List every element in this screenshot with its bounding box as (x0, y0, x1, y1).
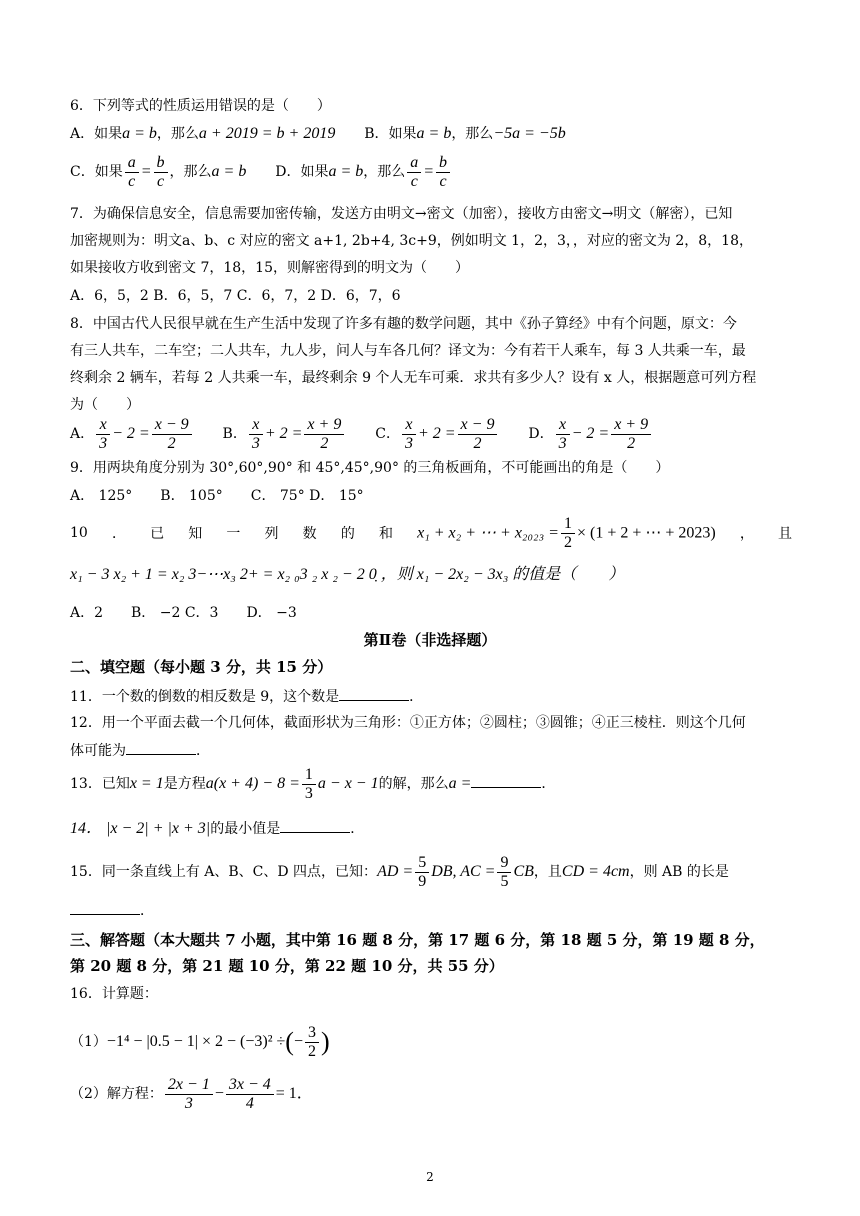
q13-answer-blank[interactable] (471, 773, 541, 788)
q6-b-result: −5a = −5b (493, 125, 566, 142)
q10-word: 且 (778, 526, 792, 542)
q8-line-2: 有三人共车，二车空；二人共车，九人步，问人与车各几何？译文为：今有若干人乘车，每 3 人共乘一车，最 (70, 343, 746, 359)
q6-d-frac-b: $\frac{b}{c}$ (436, 154, 450, 191)
q10-options: A．2 B． −2 C．3 D． −3 (70, 605, 297, 621)
section-3-heading-line-2: 第 20 题 8 分，第 21 题 10 分，第 22 题 10 分，共 55 分） (70, 957, 504, 975)
q6-stem: 6．下列等式的性质运用错误的是（ ） (70, 98, 331, 114)
q10-word: 一 (226, 526, 241, 542)
part-2-title: 第Ⅱ卷（非选择题） (363, 631, 497, 649)
q12-answer-blank[interactable] (126, 740, 196, 755)
q6-b-then: ，那么 (451, 126, 494, 142)
q10-line-2 (70, 565, 624, 585)
q10-word: 知 (188, 526, 203, 542)
section-3-heading-line-1: 三、解答题（本大题共 7 小题，其中第 16 题 8 分，第 17 题 6 分，第 18 题 5 分，第 19 题 8 分， (70, 931, 765, 949)
q14: 14． |x − 2| + |x + 3|的最小值是 ． (70, 820, 365, 837)
q12-line-2: 体可能为 ． (70, 740, 210, 761)
q10-line-1 (70, 512, 792, 554)
q15-answer-line: ． (70, 900, 154, 921)
q6-row2: C．如果 $\frac{a}{c}$ = $\frac{b}{c}$ ，那么a = b D．如果a = b，那么 $\frac{a}{c}$ = $\frac{b}{c}$ (70, 152, 452, 192)
section-2-heading: 二、填空题（每小题 3 分，共 15 分） (70, 658, 333, 676)
q9-stem: 9．用两块角度分别为 30°,60°,90° 和 45°,45°,90° 的三角板画角，不可能画出的角是（ ） (70, 460, 670, 476)
q8-line-1: 8．中国古代人民很早就在生产生活中发现了许多有趣的数学问题，其中《孙子算经》中有个问题，原文：今 (70, 316, 737, 332)
q12-line-1: 12．用一个平面去截一个几何体，截面形状为三角形：①正方体；②圆柱；③圆锥；④正三棱柱．则这个几何 (70, 715, 746, 731)
q8-option-a: A． $\frac{x}{3}$ − 2 = $\frac{x - 9}{2}$ (70, 426, 194, 442)
q6-row1 (70, 124, 566, 144)
q10-word: 已 (150, 526, 165, 542)
q16-stem: 16．计算题： (70, 986, 158, 1002)
q9-options: A． 125° B． 105° C． 75° D． 15° (70, 488, 364, 504)
q10-word: 列 (264, 526, 279, 542)
q7-options: A．6，5，2 B．6，5，7 C．6，7，2 D．6，7，6 (70, 288, 401, 304)
q10-condition: x₁ − 3 x₂ + 1 = x₂ 3−⋯x₃ 2+ = x₂ ₀3 ₂ x ₂ − 2 0̣ ，则 x₁ − 2x₂ − 3x₃ 的值是（ ） (70, 566, 625, 583)
q6-d-then: ，那么 (363, 164, 406, 180)
q14-answer-blank[interactable] (280, 818, 350, 833)
q6-d-label: D．如果 (275, 164, 329, 180)
q6-a-then: ，那么 (156, 126, 199, 142)
q16-part-2: （2）解方程： $\frac{2x - 1}{3}$ − $\frac{3x - 4}{4}$ = 1． (70, 1075, 313, 1112)
q6-b-label: B．如果 (364, 126, 417, 142)
q8-option-c: C． $\frac{x}{3}$ + 2 = $\frac{x - 9}{2}$ (375, 426, 499, 442)
q8-option-d: D． $\frac{x}{3}$ − 2 = $\frac{x + 9}{2}$ (528, 426, 653, 442)
q10-word: 的 (340, 526, 355, 542)
q6-c-label: C．如果 (70, 164, 123, 180)
q10-word: 数 (302, 526, 317, 542)
q6-c-frac-b: $\frac{b}{c}$ (154, 154, 168, 191)
q6-d-cond: a = b (328, 163, 364, 180)
q6-a-result: a + 2019 = b + 2019 (198, 125, 336, 142)
q8-options (70, 414, 653, 454)
q16-part-1: （1）−1⁴ − |0.5 − 1| × 2 − (−3)² ÷(− $\frac{3}{2}$ ) (70, 1023, 330, 1060)
page-number: 2 (426, 1170, 434, 1184)
q7-line-1: 7．为确保信息安全，信息需要加密传输，发送方由明文→密文（加密），接收方由密文→明文（解密），已知 (70, 206, 733, 222)
q6-d-frac-a: $\frac{a}{c}$ (407, 154, 421, 191)
q10-number: 10 (70, 525, 88, 541)
q10-word: 和 (378, 526, 393, 542)
q6-c-then: ，那么 (169, 164, 212, 180)
q7-line-2: 加密规则为：明文a、b、c 对应的密文 a+1, 2b+4, 3c+9，例如明文 1，2，3，，对应的密文为 2，8，18， (70, 233, 753, 249)
q8-option-b: B． $\frac{x}{3}$ + 2 = $\frac{x + 9}{2}$ (223, 426, 347, 442)
q6-a-label: A．如果 (70, 126, 123, 142)
q8-line-3: 终剩余 2 辆车，若每 2 人共乘一车，最终剩余 9 个人无车可乘．求共有多少人？设有 x 人，根据题意可列方程 (70, 370, 757, 386)
q11-answer-blank[interactable] (339, 686, 409, 701)
q6-b-cond: a = b (416, 125, 452, 142)
q15-answer-blank[interactable] (70, 900, 140, 915)
q15: 15．同一条直线上有 A、B、C、D 四点，已知：AD = $\frac{5}{9}$ DB, AC = $\frac{9}{5}$ CB，且CD = 4cm，则 AB 的长是 (70, 853, 729, 890)
q6-c-result: a = b (211, 163, 247, 180)
q8-line-4: 为（ ） (70, 397, 140, 413)
q6-a-cond: a = b (122, 125, 157, 142)
q10-word: ， (739, 526, 754, 542)
q7-line-3: 如果接收方收到密文 7，18，15，则解密得到的明文为（ ） (70, 260, 469, 276)
q11: 11．一个数的倒数的相反数是 9，这个数是 ． (70, 686, 423, 707)
q6-c-frac-a: $\frac{a}{c}$ (125, 154, 139, 191)
q13: 13．已知x = 1是方程a(x + 4) − 8 = $\frac{1}{3}$ a − x − 1的解，那么a = ． (70, 765, 556, 802)
q10-word: ． (111, 526, 126, 542)
q10-sum-formula: x₁ + x₂ + ⋯ + x₂₀₂₃ = $\frac{1}{2}$ × (1 + 2 + ⋯ + 2023) (417, 514, 716, 551)
